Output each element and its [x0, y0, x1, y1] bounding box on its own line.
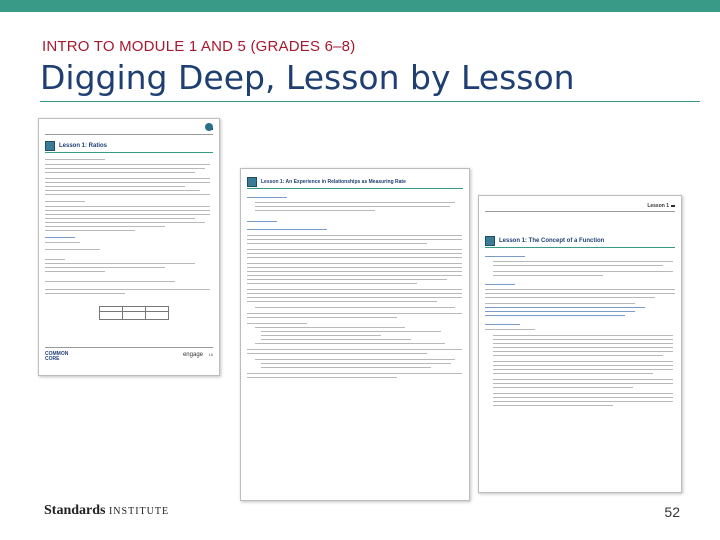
text-line — [45, 271, 105, 272]
text-line — [45, 214, 210, 215]
text-line — [493, 271, 673, 272]
text-line — [493, 393, 673, 394]
common-core-logo — [45, 352, 68, 362]
text-line — [493, 387, 633, 388]
text-line — [493, 261, 673, 262]
text-line — [493, 383, 673, 384]
text-line — [493, 365, 673, 366]
doc-header — [485, 200, 675, 212]
text-line — [247, 249, 462, 250]
text-line — [45, 194, 210, 195]
table-divider — [145, 307, 146, 319]
text-line — [261, 335, 381, 336]
logo-line: CORE — [45, 356, 60, 362]
top-accent-bar — [0, 0, 720, 12]
lesson-badge — [671, 205, 675, 207]
text-line — [247, 235, 462, 236]
text-line — [493, 265, 663, 266]
text-line — [255, 202, 455, 203]
text-line — [247, 243, 427, 244]
text-line — [493, 343, 673, 344]
text-line — [45, 218, 195, 219]
brand-main: Standards — [44, 503, 106, 518]
lesson-title: Lesson 1: Ratios — [59, 142, 108, 149]
text-line — [485, 307, 645, 308]
lesson-icon — [247, 177, 257, 187]
text-line — [45, 263, 195, 264]
text-line — [493, 401, 673, 402]
ratio-table — [99, 306, 169, 320]
title-divider — [40, 101, 700, 102]
text-line — [45, 242, 80, 243]
text-line — [485, 293, 675, 294]
brand-sub: INSTITUTE — [108, 506, 170, 517]
text-line — [247, 293, 462, 294]
logo-line: COMMON — [45, 351, 69, 357]
text-line — [485, 284, 515, 285]
text-line — [45, 249, 100, 250]
text-line — [485, 297, 655, 298]
text-line — [247, 373, 462, 374]
text-line — [45, 226, 165, 227]
text-line — [493, 397, 673, 398]
text-line — [45, 159, 105, 160]
text-line — [247, 353, 427, 354]
text-line — [45, 259, 65, 260]
text-line — [45, 172, 195, 173]
lesson-page-measuring-rate — [240, 168, 470, 501]
text-line — [247, 263, 462, 264]
text-line — [247, 297, 462, 298]
text-line — [45, 164, 210, 165]
doc-footer — [45, 347, 213, 367]
text-line — [247, 289, 462, 290]
slide-title: Digging Deep, Lesson by Lesson — [40, 58, 575, 97]
text-line — [247, 283, 417, 284]
text-line — [493, 347, 673, 348]
text-line — [493, 373, 653, 374]
text-line — [247, 197, 287, 198]
text-line — [45, 190, 200, 191]
text-line — [45, 237, 75, 238]
lesson-page-ratios — [38, 118, 220, 376]
text-line — [247, 275, 462, 276]
text-line — [255, 307, 455, 308]
slide-kicker: INTRO TO MODULE 1 AND 5 (GRADES 6–8) — [42, 38, 356, 55]
lesson-page-concept-of-function — [478, 195, 682, 493]
text-line — [45, 206, 210, 207]
text-line — [45, 267, 165, 268]
lesson-heading — [247, 175, 463, 189]
text-line — [255, 327, 405, 328]
text-line — [485, 256, 525, 257]
doc-header-lesson: Lesson 1 — [647, 202, 669, 209]
text-line — [255, 359, 455, 360]
text-line — [485, 324, 520, 325]
text-line — [247, 301, 437, 302]
lesson-title: Lesson 1: The Concept of a Function — [499, 237, 605, 244]
text-line — [493, 351, 673, 352]
text-line — [247, 253, 462, 254]
slide-page-number: 52 — [664, 504, 680, 520]
module-circle-icon — [205, 123, 213, 131]
text-line — [247, 239, 462, 240]
text-line — [255, 343, 445, 344]
text-line — [247, 221, 277, 222]
lesson-heading — [45, 139, 213, 153]
doc-header — [45, 123, 213, 135]
text-line — [45, 281, 175, 282]
doc-page-number: 16 — [208, 352, 213, 357]
text-line — [247, 349, 462, 350]
text-line — [261, 363, 451, 364]
text-line — [493, 275, 603, 276]
text-line — [493, 369, 673, 370]
text-line — [493, 379, 673, 380]
table-divider — [122, 307, 123, 319]
text-line — [247, 317, 397, 318]
text-line — [493, 405, 613, 406]
text-line — [45, 293, 125, 294]
text-line — [45, 289, 210, 290]
text-line — [247, 313, 462, 314]
text-line — [485, 315, 625, 316]
lesson-icon — [45, 141, 55, 151]
text-line — [485, 303, 635, 304]
text-line — [45, 178, 210, 179]
lesson-title: Lesson 1: An Experience in Relationships as Measuring Rate — [261, 178, 406, 185]
text-line — [485, 289, 675, 290]
text-line — [45, 186, 185, 187]
text-line — [45, 182, 210, 183]
text-line — [247, 229, 327, 230]
text-line — [247, 377, 397, 378]
table-header-row — [100, 307, 168, 312]
text-line — [261, 339, 411, 340]
text-line — [493, 335, 673, 336]
engage-logo: engage — [182, 352, 203, 358]
text-line — [493, 339, 673, 340]
text-line — [45, 201, 85, 202]
text-line — [261, 367, 431, 368]
text-line — [45, 230, 135, 231]
doc-header-right — [647, 203, 675, 209]
lesson-icon — [485, 236, 495, 246]
text-line — [247, 279, 447, 280]
text-line — [255, 206, 450, 207]
text-line — [247, 257, 462, 258]
text-line — [247, 271, 462, 272]
text-line — [247, 267, 462, 268]
text-line — [45, 168, 205, 169]
text-line — [261, 331, 441, 332]
text-line — [247, 323, 307, 324]
text-line — [493, 361, 673, 362]
text-line — [255, 210, 375, 211]
text-line — [485, 311, 635, 312]
standards-institute-logo — [44, 503, 169, 519]
text-line — [485, 329, 535, 330]
text-line — [45, 222, 205, 223]
text-line — [45, 210, 210, 211]
lesson-heading — [485, 234, 675, 248]
text-line — [493, 355, 663, 356]
